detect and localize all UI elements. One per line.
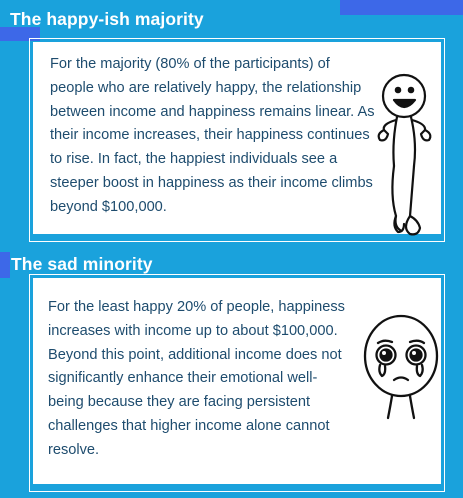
sad-minority-heading: The sad minority [11,254,153,274]
happy-majority-text: For the majority (80% of the participants) of people who are relatively happy, the relationship between income and happiness remains linear. As their income increases, their happiness continues to rise. In fact, the happiest individuals see a steeper boost in happiness as their income climbs beyond $100,000. [50,56,375,215]
happy-stick-figure-icon [370,70,440,242]
sad-teary-face-icon [360,310,442,420]
sad-minority-text: For the least happy 20% of people, happiness increases with income up to about $100,000. Beyond this point, additional income does not significantly enhance their emotional well-being because they are facing persistent challenges that higher income alone cannot resolve. [48,299,345,458]
happy-majority-heading: The happy-ish majority [10,9,204,29]
sad-minority-heading-bg [0,252,10,278]
accent-bar-top-right [340,0,463,15]
